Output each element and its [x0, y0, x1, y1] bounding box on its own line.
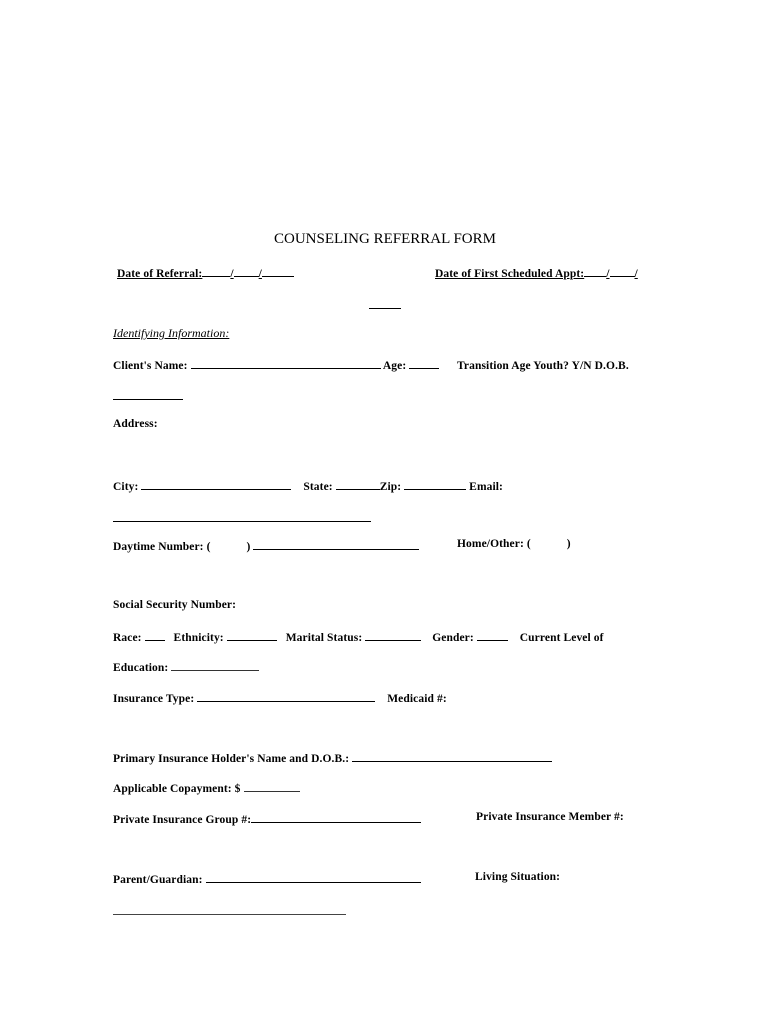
email-label: Email:: [469, 481, 503, 493]
primary-holder-label: Primary Insurance Holder's Name and D.O.B.:: [113, 753, 350, 765]
client-name-row: [113, 357, 629, 372]
paren-close: ): [246, 541, 251, 553]
date-of-referral-label: Date of Referral:: [117, 268, 203, 280]
date-slash: /: [634, 268, 638, 280]
transition-age-label: Transition Age Youth? Y/N D.O.B.: [457, 360, 629, 372]
home-other-label: Home/Other: (: [457, 538, 531, 550]
copayment-field[interactable]: [244, 780, 300, 792]
age-field[interactable]: [409, 357, 439, 369]
appt-day-field[interactable]: [610, 265, 635, 277]
zip-field[interactable]: [404, 478, 466, 490]
parent-guardian-field[interactable]: [206, 871, 421, 883]
dob-field[interactable]: [113, 398, 183, 400]
clients-name-field[interactable]: [191, 357, 381, 369]
age-label: Age:: [382, 360, 407, 372]
medicaid-label: Medicaid #:: [387, 693, 447, 705]
copayment-label: Applicable Copayment: $: [113, 783, 241, 795]
home-other-row: [457, 538, 571, 550]
gender-field[interactable]: [477, 629, 508, 641]
primary-holder-row: [113, 750, 552, 765]
living-situation-field[interactable]: [113, 913, 346, 915]
referral-year-field[interactable]: [262, 265, 294, 277]
education-label: Education:: [113, 662, 169, 674]
current-level-label: Current Level of: [519, 632, 604, 644]
education-field[interactable]: [171, 659, 259, 671]
city-row: [113, 478, 503, 493]
gender-label: Gender:: [432, 632, 474, 644]
ssn-label: Social Security Number:: [113, 599, 237, 611]
identifying-information-heading: Identifying Information:: [113, 326, 230, 340]
state-label: State:: [303, 481, 333, 493]
private-group-label: Private Insurance Group #:: [113, 814, 252, 826]
state-field[interactable]: [336, 478, 380, 490]
race-field[interactable]: [145, 629, 165, 641]
appt-year-field[interactable]: [369, 307, 401, 309]
date-slash: /: [230, 268, 234, 280]
date-of-first-appt-row: [435, 265, 638, 280]
address-label: Address:: [113, 418, 158, 430]
private-group-field[interactable]: [251, 811, 421, 823]
city-field[interactable]: [141, 478, 291, 490]
race-row: [113, 629, 604, 644]
insurance-type-label: Insurance Type:: [113, 693, 195, 705]
date-of-referral-row: [117, 265, 294, 280]
zip-label: Zip:: [379, 481, 402, 493]
paren-close: ): [566, 538, 571, 550]
daytime-number-row: [113, 538, 419, 553]
referral-day-field[interactable]: [234, 265, 259, 277]
insurance-type-row: [113, 690, 447, 705]
date-slash: /: [258, 268, 262, 280]
referral-month-field[interactable]: [202, 265, 230, 277]
education-row: [113, 659, 259, 674]
copayment-row: [113, 780, 300, 795]
private-member-label: Private Insurance Member #:: [476, 811, 624, 823]
date-slash: /: [606, 268, 610, 280]
form-title: COUNSELING REFERRAL FORM: [274, 231, 496, 247]
marital-status-label: Marital Status:: [285, 632, 363, 644]
race-label: Race:: [113, 632, 142, 644]
ethnicity-field[interactable]: [227, 629, 277, 641]
email-field[interactable]: [113, 520, 371, 522]
parent-guardian-row: [113, 871, 421, 886]
ethnicity-label: Ethnicity:: [173, 632, 224, 644]
city-label: City:: [113, 481, 139, 493]
clients-name-label: Client's Name:: [113, 360, 188, 372]
parent-guardian-label: Parent/Guardian:: [113, 874, 203, 886]
private-group-row: [113, 811, 421, 826]
daytime-number-field[interactable]: [253, 538, 419, 550]
marital-status-field[interactable]: [365, 629, 421, 641]
living-situation-label: Living Situation:: [475, 871, 561, 883]
primary-holder-field[interactable]: [352, 750, 552, 762]
insurance-type-field[interactable]: [197, 690, 375, 702]
appt-month-field[interactable]: [584, 265, 606, 277]
daytime-number-label: Daytime Number: (: [113, 541, 211, 553]
date-of-first-appt-label: Date of First Scheduled Appt:: [435, 268, 585, 280]
